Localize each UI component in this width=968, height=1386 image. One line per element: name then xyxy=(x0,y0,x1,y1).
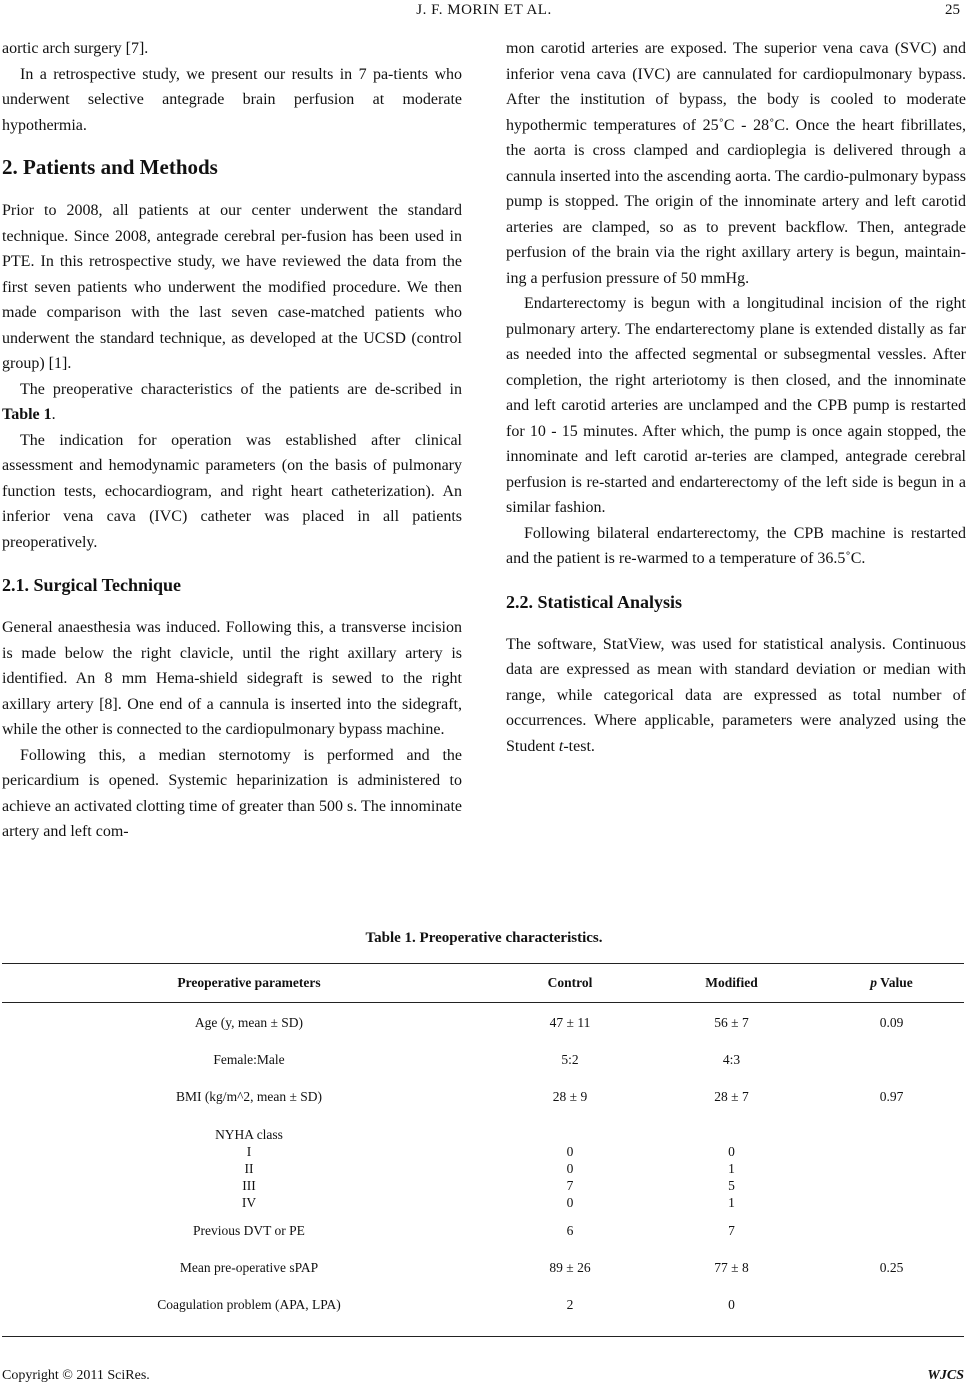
running-title: J. F. MORIN ET AL. xyxy=(416,2,552,18)
table-row-nyha xyxy=(2,1114,964,1211)
cell-control: 47 ± 11 xyxy=(549,1015,591,1030)
header-p-value xyxy=(819,964,964,1003)
nyha-class: II xyxy=(244,1161,254,1176)
left-paragraph-1: aortic arch surgery [7]. xyxy=(2,40,149,57)
cell-p xyxy=(819,1211,964,1248)
cell-p xyxy=(819,1285,964,1337)
journal-name: WJCS xyxy=(927,1368,964,1383)
preoperative-table xyxy=(2,963,964,1337)
table-header-row xyxy=(2,964,964,1003)
right-paragraph-3: Following bilateral endarterectomy, the CPB machine is restarted and the patient is re-warmed to a temperature of 36.5˚C. xyxy=(506,524,966,567)
cell-param xyxy=(2,1114,496,1211)
nyha-class: III xyxy=(242,1178,256,1193)
cell-modified: 4:3 xyxy=(722,1052,741,1067)
cell-modified: 0 xyxy=(644,1285,819,1337)
left-paragraph-5: The indication for operation was established after clinical assessment and hemodynamic parameters (on the basis of pulmonary function tests, echocardiogram, and right heart catheterization). An inferior vena cava (IVC) catheter was placed in all patients preoperatively. xyxy=(2,431,462,551)
nyha-label: NYHA class xyxy=(215,1127,283,1142)
cell-control: 6 xyxy=(566,1223,574,1238)
heading-statistical-analysis: 2.2. Statistical Analysis xyxy=(506,591,683,612)
cell-p: 0.09 xyxy=(879,1015,904,1030)
table-row xyxy=(2,1003,964,1041)
t-italic: t xyxy=(558,737,564,755)
cell-modified: 7 xyxy=(728,1223,735,1238)
cell-param: Coagulation problem (APA, LPA) xyxy=(2,1285,496,1337)
right-paragraph-1: mon carotid arteries are exposed. The superior vena cava (SVC) and inferior vena cava (IVC) are cannulated for cardiopulmonary bypass. After the institution of bypass, the body is cooled to moderate hypothermic temperatures of 25˚C - 28˚C. Once the heart fibrillates, the aorta is cross clamped and cardioplegia is delivered through a cannula inserted into the ascending aorta. The cardio-pulmonary bypass pump is stopped. The origin of the innominate artery and left carotid arteries are clamped, so as to prevent backflow. Then, antegrade perfusion of the brain via the right axillary artery is begun, maintain-ing a perfusion pressure of 50 mmHg. xyxy=(506,40,966,287)
table-row xyxy=(2,1211,964,1248)
header-control: Control xyxy=(496,964,644,1003)
nyha-modified-value: 0 xyxy=(728,1144,735,1159)
p4-end: . xyxy=(51,406,56,423)
left-paragraph-4 xyxy=(2,377,462,428)
cell-control: 28 ± 9 xyxy=(552,1089,588,1104)
left-paragraph-2: In a retrospective study, we present our results in 7 pa-tients who underwent selective antegrade brain perfusion at moderate hypothermia. xyxy=(2,65,462,134)
nyha-class: I xyxy=(246,1144,252,1159)
p-italic: p xyxy=(870,975,878,990)
p4-text: The preoperative characteristics of the patients are de-scribed in xyxy=(20,380,462,398)
nyha-control-value: 0 xyxy=(566,1161,574,1176)
cell-p: 0.25 xyxy=(879,1260,904,1275)
cell-modified: 56 ± 7 xyxy=(714,1015,749,1030)
table-reference-link: Table 1 xyxy=(2,406,52,423)
nyha-modified-value: 5 xyxy=(728,1178,735,1193)
nyha-modified-value: 1 xyxy=(728,1161,735,1176)
header-parameters: Preoperative parameters xyxy=(2,964,496,1003)
cell-modified: 77 ± 8 xyxy=(714,1260,749,1275)
left-column xyxy=(2,36,462,845)
left-paragraph-7: Following this, a median sternotomy is performed and the pericardium is opened. Systemic heparinization is administered to achieve an activated clotting time of greater than 500 s. The innominate artery and left com- xyxy=(2,746,462,840)
cell-control: 2 xyxy=(496,1285,644,1337)
nyha-class: IV xyxy=(241,1195,257,1210)
left-paragraph-3: Prior to 2008, all patients at our center underwent the standard technique. Since 2008, antegrade cerebral per-fusion has been used in PTE. In this retrospective study, we have reviewed the data from the first seven patients who underwent the modified procedure. We then made comparison with the last seven case-matched patients who underwent the standard technique, as developed at the UCSD (control group) [1]. xyxy=(2,202,462,372)
nyha-control-value: 0 xyxy=(566,1195,574,1210)
running-header xyxy=(0,0,968,26)
left-paragraph-6: General anaesthesia was induced. Following this, a transverse incision is made below the right clavicle, until the right axillary artery is identified. An 8 mm Hema-shield sidegraft is sewed to the right axillary artery [8]. One end of a cannula is inserted into the sidegraft, while the other is connected to the cardiopulmonary bypass machine. xyxy=(2,619,462,738)
cell-modified: 28 ± 7 xyxy=(714,1089,749,1104)
right-column xyxy=(506,36,966,759)
nyha-control-value: 0 xyxy=(566,1144,574,1159)
cell-param: Female:Male xyxy=(213,1052,285,1067)
table-row xyxy=(2,1248,964,1285)
nyha-modified-value: 1 xyxy=(728,1195,735,1210)
cell-control xyxy=(496,1114,644,1211)
value-label: Value xyxy=(877,975,913,990)
cell-param: Age (y, mean ± SD) xyxy=(194,1015,304,1030)
nyha-control-value: 7 xyxy=(566,1178,574,1193)
cell-modified xyxy=(644,1114,819,1211)
right-paragraph-4 xyxy=(506,632,966,760)
copyright-notice: Copyright © 2011 SciRes. xyxy=(2,1368,150,1383)
cell-p: 0.97 xyxy=(879,1089,904,1104)
cell-param: Mean pre-operative sPAP xyxy=(179,1260,319,1275)
cell-control: 89 ± 26 xyxy=(549,1260,591,1275)
table-caption: Table 1. Preoperative characteristics. xyxy=(365,930,603,946)
table-row xyxy=(2,1040,964,1077)
heading-patients-methods: 2. Patients and Methods xyxy=(2,155,218,179)
cell-p xyxy=(819,1040,964,1077)
cell-control: 5:2 xyxy=(561,1052,579,1067)
stats-text: The software, StatView, was used for statistical analysis. Continuous data are expressed as mean with standard deviation or median with range, while categorical data are expressed as total number of occurrences. Where applicable, parameters were analyzed using the Student xyxy=(506,635,966,755)
cell-p xyxy=(819,1114,964,1211)
page-number: 25 xyxy=(945,2,960,18)
stats-end: -test. xyxy=(563,737,595,755)
table-row xyxy=(2,1285,964,1337)
cell-param: Previous DVT or PE xyxy=(193,1223,305,1238)
right-paragraph-2: Endarterectomy is begun with a longitudinal incision of the right pulmonary artery. The endarterectomy plane is extended distally as far as needed into the affected segmental or subsegmental vessles. After completion, the right arteriotomy is then closed, and the innominate and left carotid arteries are unclamped and the CPB pump is restarted for 10 - 15 minutes. After which, the pump is once again stopped, the innominate and left carotid ar-teries are clamped, antegrade cerebral perfusion is re-started and endarterectomy of the left side is begun in a similar fashion. xyxy=(506,295,966,516)
cell-param: BMI (kg/m^2, mean ± SD) xyxy=(175,1089,323,1104)
header-modified: Modified xyxy=(644,964,819,1003)
table-row xyxy=(2,1077,964,1114)
heading-surgical-technique: 2.1. Surgical Technique xyxy=(2,575,182,595)
